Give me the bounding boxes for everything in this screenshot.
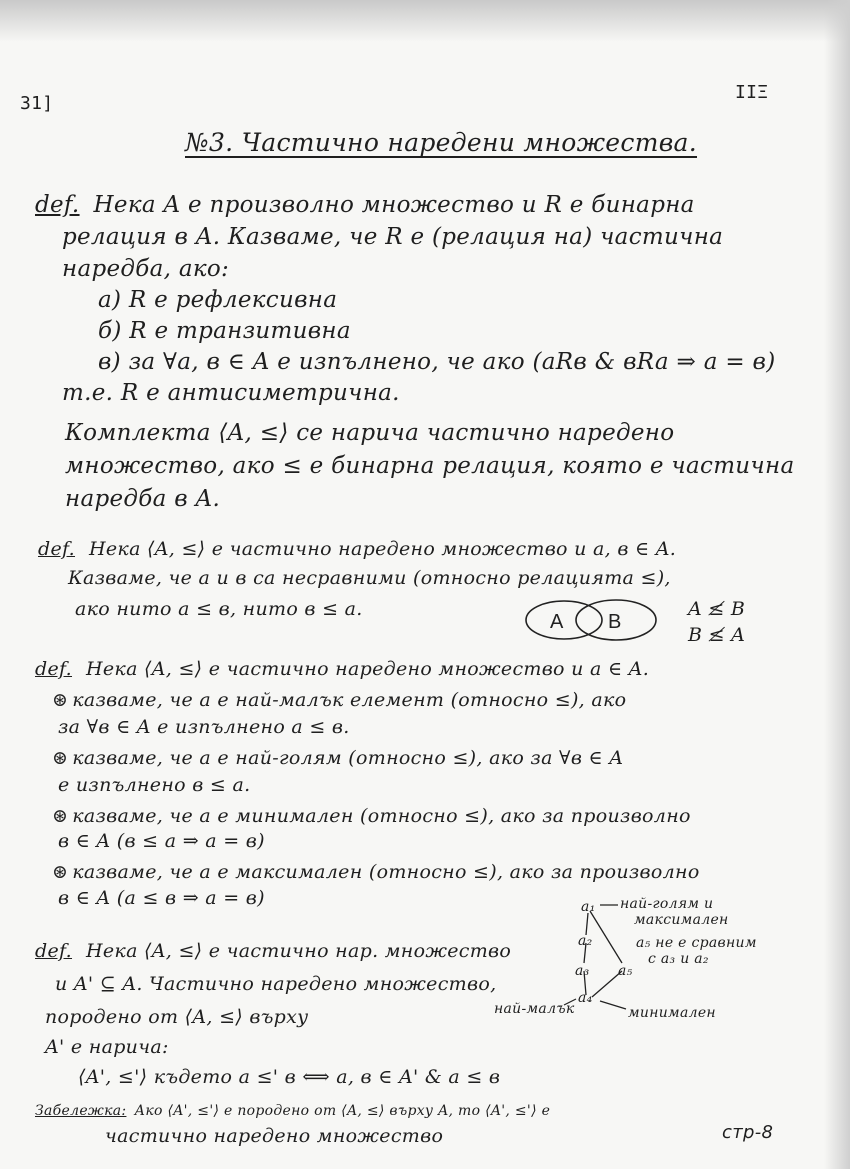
def4-line-4: A' е нарича: xyxy=(45,1036,169,1058)
def2-line-1 xyxy=(38,538,676,560)
def1-item-b: б) R е транзитивна xyxy=(98,318,351,344)
para-line-1: Комплекта ⟨A, ≤⟩ се нарича частично наредено xyxy=(65,420,675,446)
def2-text-1: Нека ⟨A, ≤⟩ е частично наредено множество и a, в ∈ A. xyxy=(89,538,677,560)
def3-item-1 xyxy=(52,689,626,711)
bullet-icon: ⊛ xyxy=(52,861,69,883)
def3-label: def. xyxy=(35,658,73,680)
def4-line-5: ⟨A', ≤'⟩ където a ≤' в ⟺ a, в ∈ A' & a ≤ в xyxy=(78,1066,501,1088)
node-a2: a₂ xyxy=(578,933,593,949)
def1-line-7: т.е. R е антисиметрична. xyxy=(62,380,400,406)
para-line-2: множество, ако ≤ е бинарна релация, която е частична xyxy=(65,453,795,479)
remark-line-1 xyxy=(35,1103,550,1119)
remark-label: Забележка: xyxy=(35,1103,127,1119)
def3-item-4-line-1: казваме, че a е максимален (относно ≤), ако за произволно xyxy=(72,861,700,883)
left-corner-mark: 31] xyxy=(20,93,54,114)
minimal-element-label: минимален xyxy=(628,1005,716,1021)
def1-item-c: в) за ∀a, в ∈ A е изпълнено, че ако (aRв & вRa ⇒ a = в) xyxy=(98,349,776,375)
def1-line-3: наредба, ако: xyxy=(62,256,230,282)
def4-line-2: и A' ⊆ A. Частично наредено множество, xyxy=(55,973,497,995)
bullet-icon: ⊛ xyxy=(52,805,69,827)
def4-label: def. xyxy=(35,940,73,962)
remark-line-2: частично наредено множество xyxy=(105,1125,444,1147)
incomparable-note-1: A ≰ B xyxy=(688,598,746,620)
edge-a1-a5 xyxy=(590,911,622,963)
def3-item-1-line-2: за ∀в ∈ A е изпълнено a ≤ в. xyxy=(58,716,350,738)
def2-label: def. xyxy=(38,538,76,560)
def3-item-4 xyxy=(52,861,700,883)
venn-label-a: A xyxy=(550,611,564,633)
venn-label-b: B xyxy=(608,611,622,633)
incomparable-note-line-2: с a₃ и a₂ xyxy=(648,951,709,967)
incomparable-note-line-1: a₅ не е сравним xyxy=(636,935,757,951)
def3-item-2-line-1: казваме, че a е най-голям (относно ≤), ако за ∀в ∈ A xyxy=(72,747,624,769)
para-line-3: наредба в A. xyxy=(65,486,221,512)
remark-text-1: Ако ⟨A', ≤'⟩ е породено от ⟨A, ≤⟩ върху A, то ⟨A', ≤'⟩ е xyxy=(134,1103,551,1119)
def2-line-3: ако нито a ≤ в, нито в ≤ a. xyxy=(75,598,363,620)
right-corner-mark: IIΞ xyxy=(735,82,769,103)
def2-line-2: Казваме, че a и в са несравними (относно релацията ≤), xyxy=(68,567,671,589)
least-element-label: най-малък xyxy=(494,1001,575,1017)
def3-item-3 xyxy=(52,805,691,827)
arrow-a4-min xyxy=(600,1001,626,1009)
node-a3: a₃ xyxy=(575,963,590,979)
bullet-icon: ⊛ xyxy=(52,747,69,769)
edge-a1-a2 xyxy=(586,913,588,935)
def3-item-4-line-2: в ∈ A (a ≤ в ⇒ a = в) xyxy=(58,887,265,909)
def3-item-2-line-2: е изпълнено в ≤ a. xyxy=(58,774,251,796)
venn-circle-a xyxy=(526,601,602,639)
def1-label: def. xyxy=(35,192,80,218)
node-a1: a₁ xyxy=(581,899,596,915)
a1-note-line-1: най-голям и xyxy=(620,896,714,912)
incomparable-note-2: B ≰ A xyxy=(688,624,746,646)
def1-line-2: релация в A. Казваме, че R е (релация на) частична xyxy=(62,224,724,250)
def3-item-3-line-2: в ∈ A (в ≤ a ⇒ a = в) xyxy=(58,830,265,852)
def3-item-3-line-1: казваме, че a е минимален (относно ≤), ако за произволно xyxy=(72,805,691,827)
page-title: №3. Частично наредени множества. xyxy=(185,128,698,157)
def3-item-2 xyxy=(52,747,623,769)
def1-text-1: Нека A е произволно множество и R е бинарна xyxy=(93,192,695,218)
page-number-label: стр-8 xyxy=(722,1122,774,1143)
def3-item-1-line-1: казваме, че a е най-малък елемент (относно ≤), ако xyxy=(72,689,627,711)
a1-note-line-2: максимален xyxy=(634,912,729,928)
def1-line-1 xyxy=(35,192,695,218)
def3-intro-text: Нека ⟨A, ≤⟩ е частично наредено множество и a ∈ A. xyxy=(86,658,650,680)
def4-text-1: Нека ⟨A, ≤⟩ е частично нар. множество xyxy=(86,940,512,962)
node-a5: a₅ xyxy=(618,963,633,979)
scan-shadow-right xyxy=(824,0,850,1169)
scan-shadow-top xyxy=(0,0,850,42)
def3-line-intro xyxy=(35,658,649,680)
bullet-icon: ⊛ xyxy=(52,689,69,711)
venn-diagram xyxy=(520,590,670,650)
def4-line-3: породено от ⟨A, ≤⟩ върху xyxy=(45,1006,309,1028)
node-a4: a₄ xyxy=(578,990,593,1006)
def1-item-a: a) R е рефлексивна xyxy=(98,287,338,313)
def4-line-1 xyxy=(35,940,511,962)
